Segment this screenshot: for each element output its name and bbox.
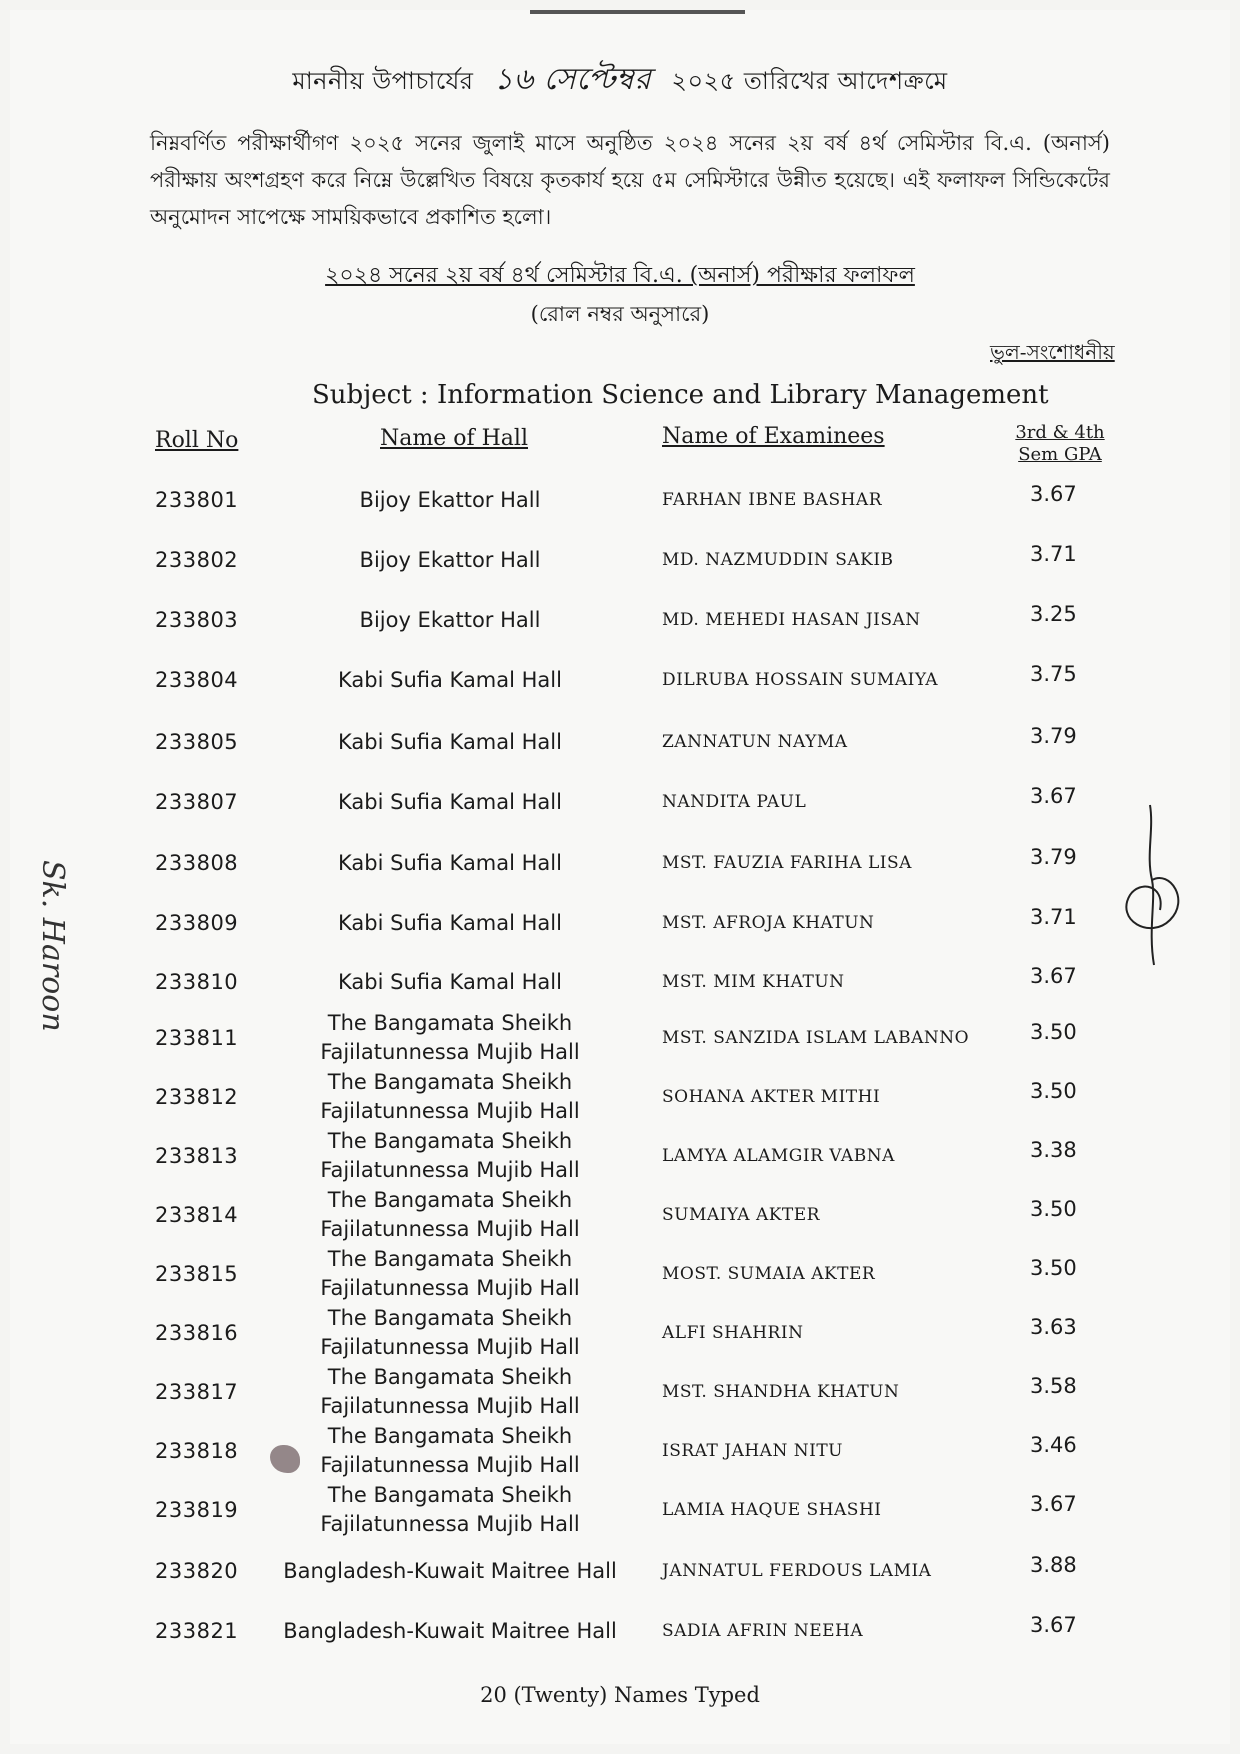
table-row	[0, 712, 1240, 772]
hall-name: Kabi Sufia Kamal Hall	[338, 969, 562, 994]
table-row	[0, 772, 1240, 832]
column-header-hall: Name of Hall	[380, 426, 528, 451]
examinee-name: NANDITA PAUL	[662, 792, 807, 812]
column-header-examinee: Name of Examinees	[662, 424, 885, 449]
roll-number: 233803	[155, 608, 239, 632]
examinee-name: SADIA AFRIN NEEHA	[662, 1621, 864, 1641]
hall-name: Kabi Sufia Kamal Hall	[338, 729, 562, 754]
gpa-value: 3.71	[1030, 905, 1077, 929]
hall-name: Kabi Sufia Kamal Hall	[338, 789, 562, 814]
hall-name: Bijoy Ekattor Hall	[359, 607, 541, 632]
examinee-name: ALFI SHAHRIN	[662, 1323, 804, 1343]
roll-number: 233816	[155, 1321, 239, 1345]
roll-number: 233801	[155, 488, 239, 512]
roll-number: 233807	[155, 790, 239, 814]
hall-name: Bangladesh-Kuwait Maitree Hall	[283, 1618, 617, 1643]
subject-line: Subject : Information Science and Library Management	[312, 380, 1049, 410]
examinee-name: JANNATUL FERDOUS LAMIA	[662, 1561, 932, 1581]
footer-count: 20 (Twenty) Names Typed	[480, 1683, 760, 1707]
roll-number: 233817	[155, 1380, 239, 1404]
table-row	[0, 1541, 1240, 1601]
gpa-value: 3.38	[1030, 1138, 1077, 1162]
table-row	[0, 1244, 1240, 1304]
gpa-value: 3.67	[1030, 482, 1077, 506]
examinee-name: MST. MIM KHATUN	[662, 972, 845, 992]
gpa-value: 3.46	[1030, 1433, 1077, 1457]
header-rule	[530, 10, 745, 14]
examinee-name: MD. NAZMUDDIN SAKIB	[662, 550, 894, 570]
roll-number: 233805	[155, 730, 239, 754]
hall-name: Kabi Sufia Kamal Hall	[338, 850, 562, 875]
gpa-value: 3.67	[1030, 1613, 1077, 1637]
roll-number: 233813	[155, 1144, 239, 1168]
hall-name: The Bangamata Sheikh Fajilatunnessa Mujib Hall	[320, 1424, 580, 1477]
column-header-roll: Roll No	[155, 428, 239, 453]
gpa-header-line1: 3rd & 4th	[1015, 422, 1105, 443]
gpa-value: 3.67	[1030, 964, 1077, 988]
hall-name: The Bangamata Sheikh Fajilatunnessa Mujib Hall	[320, 1365, 580, 1418]
heading-suffix: ২০২৫ তারিখের আদেশক্রমে	[671, 67, 948, 95]
table-row	[0, 1185, 1240, 1245]
table-row	[0, 1421, 1240, 1481]
gpa-value: 3.25	[1030, 602, 1077, 626]
roll-number: 233821	[155, 1619, 239, 1643]
result-title: ২০২৪ সনের ২য় বর্ষ ৪র্থ সেমিস্টার বি.এ. (অনার্স) পরীক্ষার ফলাফল	[325, 263, 915, 288]
examinee-name: MD. MEHEDI HASAN JISAN	[662, 610, 921, 630]
hall-name: Kabi Sufia Kamal Hall	[338, 667, 562, 692]
examinee-name: ISRAT JAHAN NITU	[662, 1441, 843, 1461]
examinee-name: LAMIA HAQUE SHASHI	[662, 1500, 882, 1520]
roll-number: 233812	[155, 1085, 239, 1109]
hall-name: Bijoy Ekattor Hall	[359, 547, 541, 572]
roll-number: 233815	[155, 1262, 239, 1286]
roll-number: 233811	[155, 1026, 239, 1050]
roll-number: 233818	[155, 1439, 239, 1463]
examinee-name: MST. AFROJA KHATUN	[662, 913, 875, 933]
examinee-name: SUMAIYA AKTER	[662, 1205, 820, 1225]
examinee-name: MST. SANZIDA ISLAM LABANNO	[662, 1028, 970, 1048]
table-row	[0, 1008, 1240, 1068]
roll-number: 233802	[155, 548, 239, 572]
examinee-name: MST. SHANDHA KHATUN	[662, 1382, 900, 1402]
roll-number: 233808	[155, 851, 239, 875]
gpa-value: 3.50	[1030, 1197, 1077, 1221]
gpa-value: 3.75	[1030, 662, 1077, 686]
gpa-value: 3.50	[1030, 1256, 1077, 1280]
table-row	[0, 1362, 1240, 1422]
table-row	[0, 470, 1240, 530]
examinee-name: MST. FAUZIA FARIHA LISA	[662, 853, 912, 873]
hall-name: Bijoy Ekattor Hall	[359, 487, 541, 512]
examinee-name: DILRUBA HOSSAIN SUMAIYA	[662, 670, 939, 690]
examinee-name: LAMYA ALAMGIR VABNA	[662, 1146, 895, 1166]
hall-name: Kabi Sufia Kamal Hall	[338, 910, 562, 935]
hall-name: The Bangamata Sheikh Fajilatunnessa Mujib Hall	[320, 1247, 580, 1300]
table-row	[0, 952, 1240, 1012]
table-row	[0, 590, 1240, 650]
table-row	[0, 1480, 1240, 1540]
gpa-value: 3.79	[1030, 845, 1077, 869]
gpa-header-line2: Sem GPA	[1018, 444, 1102, 465]
hall-name: Bangladesh-Kuwait Maitree Hall	[283, 1558, 617, 1583]
roll-number: 233820	[155, 1559, 239, 1583]
margin-signature: Sk. Haroon	[35, 860, 70, 1032]
order-heading	[0, 55, 1240, 106]
gpa-value: 3.50	[1030, 1079, 1077, 1103]
correction-tag: ভুল-সংশোধনীয়	[990, 340, 1115, 364]
gpa-value: 3.50	[1030, 1020, 1077, 1044]
heading-prefix: মাননীয় উপাচার্যের	[292, 67, 474, 95]
roll-number: 233819	[155, 1498, 239, 1522]
hall-name: The Bangamata Sheikh Fajilatunnessa Mujib Hall	[320, 1011, 580, 1064]
roll-number: 233804	[155, 668, 239, 692]
hall-name: The Bangamata Sheikh Fajilatunnessa Mujib Hall	[320, 1306, 580, 1359]
table-row	[0, 833, 1240, 893]
examinee-name: ZANNATUN NAYMA	[662, 732, 848, 752]
result-subtitle: (রোল নম্বর অনুসারে)	[530, 302, 710, 326]
hall-name: The Bangamata Sheikh Fajilatunnessa Mujib Hall	[320, 1483, 580, 1536]
examinee-name: MOST. SUMAIA AKTER	[662, 1264, 876, 1284]
table-row	[0, 650, 1240, 710]
roll-number: 233814	[155, 1203, 239, 1227]
roll-number: 233810	[155, 970, 239, 994]
gpa-value: 3.67	[1030, 784, 1077, 808]
table-row	[0, 1067, 1240, 1127]
hall-name: The Bangamata Sheikh Fajilatunnessa Mujib Hall	[320, 1070, 580, 1123]
table-row	[0, 1601, 1240, 1661]
gpa-value: 3.58	[1030, 1374, 1077, 1398]
gpa-value: 3.71	[1030, 542, 1077, 566]
column-header-gpa	[1000, 422, 1120, 466]
table-row	[0, 1303, 1240, 1363]
examinee-name: SOHANA AKTER MITHI	[662, 1087, 881, 1107]
hall-name: The Bangamata Sheikh Fajilatunnessa Mujib Hall	[320, 1188, 580, 1241]
examinee-name: FARHAN IBNE BASHAR	[662, 490, 882, 510]
intro-paragraph: নিম্নবর্ণিত পরীক্ষার্থীগণ ২০২৫ সনের জুলাই মাসে অনুষ্ঠিত ২০২৪ সনের ২য় বর্ষ ৪র্থ সেমিস্টার বি.এ. (অনার্স) পরীক্ষায় অংশগ্রহণ করে নিম্নে উল্লেখিত বিষয়ে কৃতকার্য হয়ে ৫ম সেমিস্টারে উন্নীত হয়েছে। এই ফলাফল সিন্ডিকেটের অনুমোদন সাপেক্ষে সাময়িকভাবে প্রকাশিত হলো।	[150, 131, 1110, 229]
gpa-value: 3.79	[1030, 724, 1077, 748]
hall-name: The Bangamata Sheikh Fajilatunnessa Mujib Hall	[320, 1129, 580, 1182]
table-row	[0, 893, 1240, 953]
gpa-value: 3.63	[1030, 1315, 1077, 1339]
gpa-value: 3.88	[1030, 1553, 1077, 1577]
gpa-value: 3.67	[1030, 1492, 1077, 1516]
heading-date-handwritten: ১৬ সেপ্টেম্বর	[493, 62, 652, 97]
table-row	[0, 530, 1240, 590]
signature-scribble-icon	[1110, 800, 1200, 970]
roll-number: 233809	[155, 911, 239, 935]
table-row	[0, 1126, 1240, 1186]
